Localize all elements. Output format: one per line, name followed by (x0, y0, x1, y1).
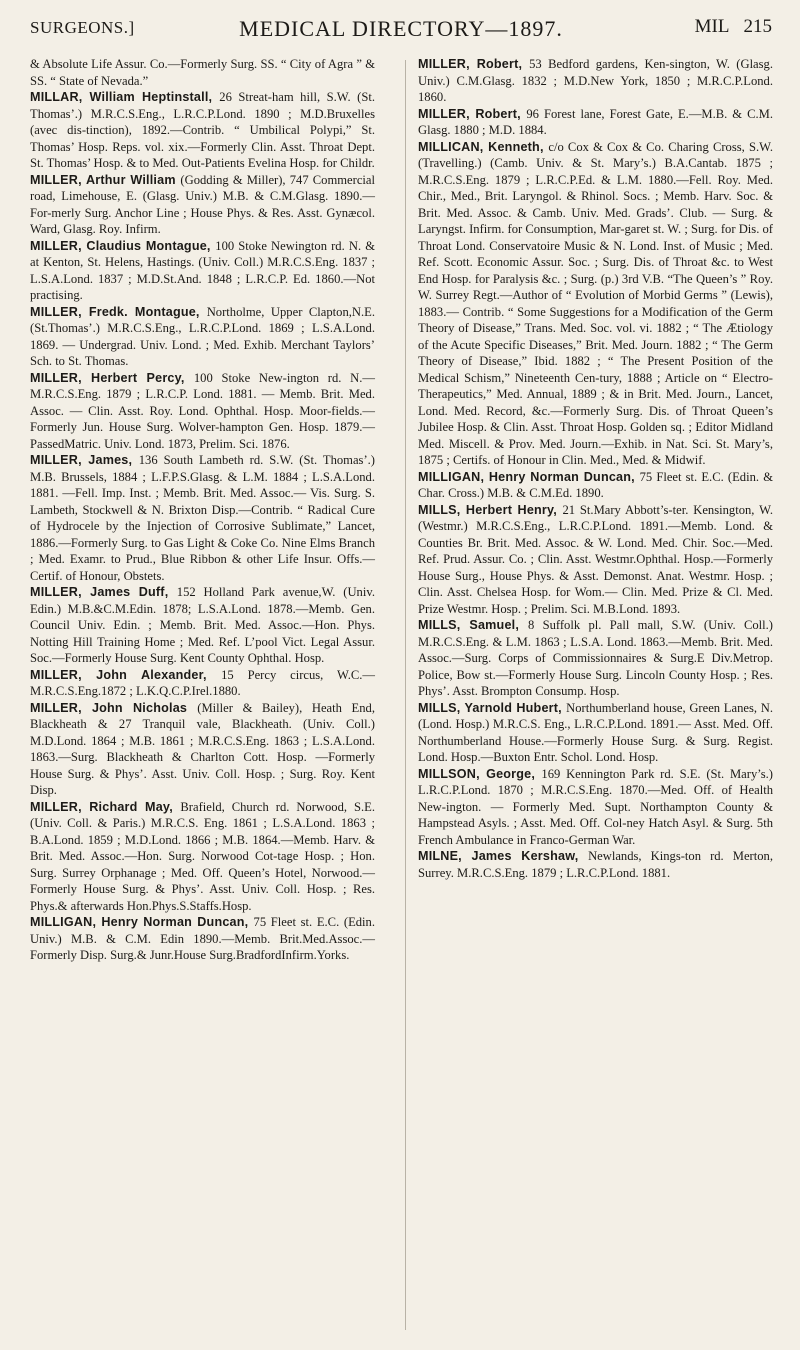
directory-entry (30, 89, 375, 172)
left-column (30, 56, 375, 964)
entry-text: 96 Forest lane, Forest Gate, E.—M.B. & C.M. Glasg. 1880 ; M.D. 1884. (418, 106, 773, 137)
entry-text: 152 Holland Park avenue,W. (Univ. Edin.) M.B.&C.M.Edin. 1878; L.S.A.Lond. 1878.—Memb. Gen. Council Univ. Edin. ; Memb. Brit. Med. Assoc.—Hon. Phys. Notting Hill Training Home ; Med. Ref. L’pool Vict. Legal Assur. Soc.—Formerly House Surg. Kent County Ophthal. Hosp. (30, 585, 375, 665)
entry-name: MILLER, James, (30, 453, 139, 467)
directory-entry (30, 799, 375, 915)
directory-entry (418, 56, 773, 106)
entry-text: 169 Kennington Park rd. S.E. (St. Mary’s.) L.R.C.P.Lond. 1870 ; M.R.C.S.Eng. 1870.—Med. Off. of Health New-ington. — Formerly Med. Supt. Northampton County & Hampstead Asyls. ; Asst. Med. Off. Col-ney Hatch Asyl. & Surg. 5th French Ambulance in Franco-German War. (418, 766, 773, 847)
entry-text: 100 Stoke Newington rd. N. & at Kenton, St. Helens, Hastings. (Univ. Coll.) M.R.C.S.Eng. 1837 ; L.S.A.Lond. 1837 ; M.D.St.And. 1848 ; L.R.C.P. Ed. 1860.—Not practising. (30, 238, 375, 302)
entry-text: (Godding & Miller), 747 Commercial road, Limehouse, E. (Glasg. Univ.) M.B. & C.M.Glasg. 1890.—For-merly Surg. Anchor Line ; House Phys. & Res. Asst. Gynæcol. Ward, Glasg. Roy. Infirm. (30, 172, 375, 236)
entry-name: MILLER, Arthur William (30, 172, 181, 187)
entry-text: 136 South Lambeth rd. S.W. (St. Thomas’.) M.B. Brussels, 1884 ; L.F.P.S.Glasg. & L.M. 1884 ; L.S.A.Lond. 1881. —Fell. Imp. Inst. ; Memb. Brit. Med. Assoc.— Vis. Surg. S. Lambeth, Stockwell & N. Brixton Disp.—Contrib. “ Radical Cure of Hydrocele by the Injection of Corrosive Sublimate,” Lancet, 1886.—Formerly Surg. to Gas Light & Coke Co. Nine Elms Branch ; Med. Examr. to Prud., Blue Ribbon & other Life Insur. Offs.—Certif. of Honour, Obstets. (30, 453, 375, 583)
entry-name: MILLS, Herbert Henry, (418, 502, 563, 517)
page-header (30, 8, 772, 48)
right-column (418, 56, 773, 881)
entry-text: Newlands, Kings-ton rd. Merton, Surrey. M.R.C.S.Eng. 1879 ; L.R.C.P.Lond. 1881. (418, 849, 773, 880)
directory-entry (30, 304, 375, 370)
running-head-right (685, 16, 772, 38)
entry-name: MILLAR, William Heptinstall, (30, 90, 220, 104)
column-divider (405, 60, 406, 1330)
directory-entry (418, 617, 773, 700)
page-number: 215 (743, 16, 772, 37)
entry-text: 75 Fleet st. E.C. (Edin. Univ.) M.B. & C.M. Edin 1890.—Memb. Brit.Med.Assoc.—Formerly Disp. Surg.& Junr.House Surg.BradfordInfirm.Yorks. (30, 915, 376, 962)
entry-text: c/o Cox & Cox & Co. Charing Cross, S.W. (Travelling.) (Camb. Univ. & St. Mary’s.) B.A.Cantab. 1875 ; M.R.C.S.Eng. 1879 ; L.R.C.P.Ed. & L.M. 1880.—Fell. Roy. Med. Chir., Med., Brit. Laryngol. & Rhinol. Socs. ; Memb. Harv. Soc. & Brit. Med. Assoc. & Camb. Univ. Med. Grads’. Club. — Surg. & Laryngst. Infirm. for Consumption, Mar-garet st. W. ; Surg. for Dis. of Throat Lond. Conservatoire Music & N. Lond. Inst. of Music ; Med. Ref. Scott. Economic Assur. Soc. ; Surg. Dis. of Throat &c. to West End Hosp. for Paralysis &c. ; Surg. (p.) 3rd V.B. “The Queen’s ” Roy. W. Surrey Regt.—Author of “ Evolution of Morbid Germs ” (Lewis), 1883.— Contrib. “ Some Suggestions for a Modification of the Germ Theory of Disease,” Trans. Med. Soc. vol. vi. 1882 ; “ The Ætiology of the Acute Specific Diseases,” Brit. Med. Journ. 1882 ; “ The Germ Theory of Disease,” Ibid. 1882 ; “ The Present Position of the Medical Schism,” Nineteenth Cen-tury, 1888 ; Article on “ Electro-Therapeutics,” Med. Annual, 1889 ; & in Brit. Med. Journ., Lancet, Lond. Med. Record, &c.—Formerly Surg. Dis. of Throat Queen’s Jubilee Hosp. & Clin. Asst. Throat Hosp. Golden sq. ; Editor Midland Med. Miscell. & Prov. Med. Journ.—Exhib. in Nat. Sci. St. Mary’s, 1875 ; Certifs. of Honour in Clin. Med., Med. & Midwif. (418, 139, 773, 467)
entry-text: 21 St.Mary Abbott’s-ter. Kensington, W. (Westmr.) M.R.C.S.Eng., L.R.C.P.Lond. 1891.—Memb. Lond. & Counties Br. Brit. Med. Assoc. & W. Lond. Med. Chir. Soc.—Med. Ref. Prud. Assur. Co. ; Clin. Asst. Westmr.Ophthal. Hosp.—Formerly House Surg., House Phys. & Asst. Demonst. Anat. Westmr. Hosp. ; Clin. Asst. Chelsea Hosp. for Wom.— Clin. Med. Prize & Cl. Med. Prize Westmr. Hosp. ; Prelim. Sci. M.B.Lond. 1893. (418, 502, 773, 616)
running-head-title: MEDICAL DIRECTORY—1897. (239, 16, 563, 41)
entry-text: Northumberland house, Green Lanes, N. (Lond. Hosp.) M.R.C.S. Eng., L.R.C.P.Lond. 1891.— Asst. Med. Off. Northumberland House.—Formerly House Surg. & Surg. Regist. Lond. Hosp.—Buxton Entr. Schol. Lond. Hosp. (418, 700, 773, 764)
directory-entry (418, 502, 773, 618)
directory-entry (418, 766, 773, 849)
entry-name: MILLER, James Duff, (30, 585, 177, 599)
directory-entry (418, 139, 773, 469)
entry-name: MILLER, John Alexander, (30, 667, 222, 682)
directory-entry (30, 238, 375, 304)
entry-name: MILLER, Richard May, (30, 799, 181, 814)
directory-entry (30, 700, 375, 799)
entry-text: 26 Streat-ham hill, S.W. (St. Thomas’.) M.R.C.S.Eng., L.R.C.P.Lond. 1890 ; M.D.Bruxelles (avec dis-tinction), 1892.—Contrib. “ Umbilical Polypi,” St. Thomas’ Hosp. Reps. vol. xix.—Formerly Clin. Asst. Throat Dept. St. Thomas’ Hosp. & to Med. Out-Patients Evelina Hosp. for Childr. (30, 90, 375, 170)
directory-entry (418, 469, 773, 502)
entry-text: 100 Stoke New-ington rd. N.—M.R.C.S.Eng. 1879 ; L.R.C.P. Lond. 1881. — Memb. Brit. Med. Assoc. — Clin. Asst. Roy. Lond. Ophthal. Hosp. Moor-fields.—Formerly Jun. House Surg. Wolver-hampton Gen. Hosp. 1879.—PassedMatric. Univ. Lond. 1873, Prelim. Sci. 1876. (30, 370, 375, 451)
entry-name: MILLER, Robert, (418, 57, 530, 71)
entry-name: MILLER, Claudius Montague, (30, 238, 216, 253)
entry-text: & Absolute Life Assur. Co.—Formerly Surg. SS. “ City of Agra ” & SS. “ State of Nevada.” (30, 57, 375, 88)
directory-entry (30, 172, 375, 238)
directory-entry (418, 848, 773, 881)
directory-entry (30, 914, 375, 964)
directory-entry (418, 700, 773, 766)
directory-entry (30, 452, 375, 584)
entry-name: MILLER, Herbert Percy, (30, 370, 194, 385)
entry-text: 8 Suffolk pl. Pall mall, S.W. (Univ. Coll.) M.R.C.S.Eng. & L.M. 1863 ; L.S.A. Lond. 1863.—Memb. Brit. Med. Assoc.—Surg. Corps of Commissionnaires & Surg.E Div.Metrop. Police, Bow st.—Formerly House Surg. Lincoln County Hosp. ; Res. Phys’. Asst. Brompton Consump. Hosp. (418, 618, 773, 698)
entry-text: Brafield, Church rd. Norwood, S.E. (Univ. Coll. & Paris.) M.R.C.S. Eng. 1861 ; L.S.A.Lond. 1863 ; B.A.Lond. 1859 ; M.D.Lond. 1866 ; M.B. 1864.—Memb. Harv. & Brit. Med. Assoc.—Hon. Surg. Norwood Cot-tage Hosp. ; Hon. Surg. Surrey Orphanage ; Med. Off. Queen’s Hotel, Norwood.—Formerly House Surg. & Phys’. Asst. Univ. Coll. Hosp. ; Res. Phys.& afterwards Hon.Phys.S.Staffs.Hosp. (30, 799, 375, 913)
entry-name: MILLIGAN, Henry Norman Duncan, (30, 915, 254, 929)
entry-name: MILNE, James Kershaw, (418, 849, 589, 863)
entry-name: MILLS, Samuel, (418, 618, 528, 632)
entry-text: 53 Bedford gardens, Ken-sington, W. (Glasg. Univ.) C.M.Glasg. 1832 ; M.D.New York, 1850 ; M.R.C.P.Lond. 1860. (418, 57, 773, 104)
entry-text: 15 Percy circus, W.C.—M.R.C.S.Eng.1872 ; L.K.Q.C.P.Irel.1880. (30, 667, 375, 698)
directory-entry (418, 106, 773, 139)
entry-name: MILLS, Yarnold Hubert, (418, 700, 567, 715)
running-head-range: MIL (694, 16, 729, 37)
entry-text: 75 Fleet st. E.C. (Edin. & Char. Cross.) M.B. & C.M.Ed. 1890. (418, 469, 773, 500)
directory-entry (30, 56, 375, 89)
entry-name: MILLICAN, Kenneth, (418, 139, 549, 154)
directory-entry (30, 584, 375, 667)
entry-name: MILLER, Fredk. Montague, (30, 304, 207, 319)
entry-text: (Miller & Bailey), Heath End, Blackheath & 27 Tranquil vale, Blackheath. (Univ. Coll.) M.D.Lond. 1864 ; M.B. 1861 ; M.R.C.S.Eng. 1863 ; L.S.A.Lond. 1863.—Surg. Blackheath & Charlton Cott. Hosp. —Formerly House Surg. & Phys’. Asst. Univ. Coll. Hosp. ; Surg. Roy. Kent Disp. (30, 700, 375, 797)
entry-name: MILLSON, George, (418, 766, 542, 781)
entry-name: MILLER, John Nicholas (30, 700, 198, 715)
running-head-section: SURGEONS.] (30, 18, 135, 37)
directory-entry (30, 370, 375, 453)
entry-text: Northolme, Upper Clapton,N.E.(St.Thomas’.) M.R.C.S.Eng., L.R.C.P.Lond. 1869 ; L.S.A.Lond. 1869. — Undergrad. Univ. Lond. ; Med. Exhib. Merchant Taylors’ Sch. to St. Thomas. (30, 304, 376, 368)
directory-entry (30, 667, 375, 700)
entry-name: MILLIGAN, Henry Norman Duncan, (418, 469, 640, 484)
entry-name: MILLER, Robert, (418, 106, 527, 121)
